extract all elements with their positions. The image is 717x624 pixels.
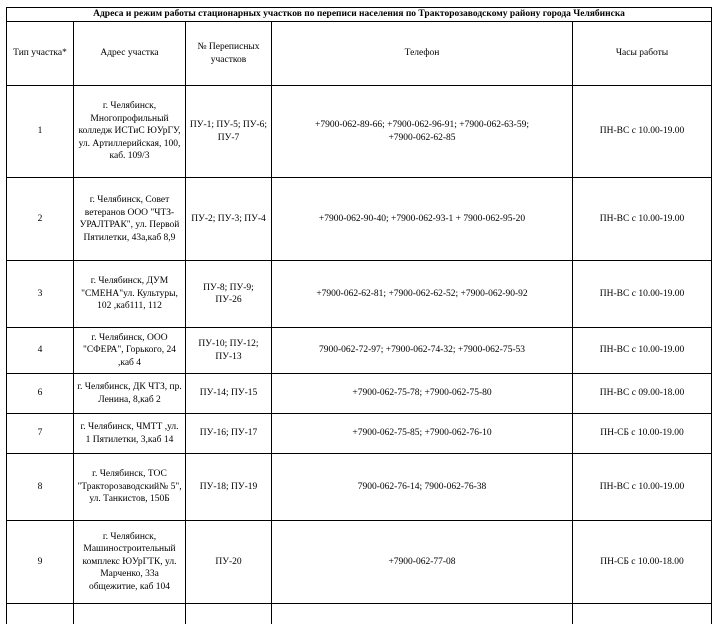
schedule-table: [6, 7, 712, 624]
cell-hours: ПН-ВС с 09.00-18.00: [573, 374, 712, 414]
cell-type: 9: [7, 521, 74, 604]
cell-phone: +7900-062-75-78; +7900-062-75-80: [272, 374, 573, 414]
table-row: [7, 454, 712, 521]
table-row: [7, 178, 712, 261]
table-row: [7, 414, 712, 454]
cell-type: 1: [7, 86, 74, 178]
cell-address: г. Челябинск, Совет ветеранов ООО "ЧТЗ-УРАЛТРАК", ул. Первой Пятилетки, 43а,каб 8,9: [74, 178, 186, 261]
cell-number: ПУ-14; ПУ-15: [186, 374, 272, 414]
table-row: [7, 261, 712, 328]
cell-hours: ПН-СБ с 10.00-18.00: [573, 521, 712, 604]
cell-number: ПУ-20: [186, 521, 272, 604]
cell-number: ПУ-2; ПУ-3; ПУ-4: [186, 178, 272, 261]
header-phone: Телефон: [272, 22, 573, 86]
cell-number: ПУ-16; ПУ-17: [186, 414, 272, 454]
cell-number: ПУ-1; ПУ-5; ПУ-6; ПУ-7: [186, 86, 272, 178]
table-row: [7, 521, 712, 604]
cell-phone: +7900-062-62-81; +7900-062-62-52; +7900-062-90-92: [272, 261, 573, 328]
cell-phone: +7900-062-75-85; +7900-062-76-10: [272, 414, 573, 454]
cell-address: г. Челябинск, Машиностроительный комплекс ЮУрГТК, ул. Марченко, 33а общежитие, каб 104: [74, 521, 186, 604]
header-number: № Переписных участков: [186, 22, 272, 86]
cell-number: ПУ-18; ПУ-19: [186, 454, 272, 521]
table-row-cut: [7, 604, 712, 624]
cell-address: г. Челябинск, ТОС "Тракторозаводский№ 5", ул. Танкистов, 150Б: [74, 454, 186, 521]
cell-address: г. Челябинск, ЧМТТ ,ул. 1 Пятилетки, 3,каб 14: [74, 414, 186, 454]
cell-hours: ПН-СБ с 10.00-19.00: [573, 414, 712, 454]
cell-type: 3: [7, 261, 74, 328]
header-hours: Часы работы: [573, 22, 712, 86]
cell-phone: +7900-062-77-08: [272, 521, 573, 604]
header-address: Адрес участка: [74, 22, 186, 86]
cell-address: г. Челябинск, ДК ЧТЗ, пр. Ленина, 8,каб 2: [74, 374, 186, 414]
cell-hours: ПН-ВС с 10.00-19.00: [573, 454, 712, 521]
cell-address: г. Челябинск, ДУМ "СМЕНА"ул. Культуры, 102 ,каб111, 112: [74, 261, 186, 328]
table-row: [7, 374, 712, 414]
cell-hours: ПН-ВС с 10.00-19.00: [573, 261, 712, 328]
cell-phone: +7900-062-89-66; +7900-062-96-91; +7900-062-63-59; +7900-062-62-85: [272, 86, 573, 178]
cell-type: 4: [7, 328, 74, 374]
header-row: [7, 22, 712, 86]
table-row: [7, 86, 712, 178]
cell-phone: 7900-062-72-97; +7900-062-74-32; +7900-062-75-53: [272, 328, 573, 374]
cell-number: ПУ-10; ПУ-12; ПУ-13: [186, 328, 272, 374]
cell-type: 7: [7, 414, 74, 454]
cell-phone: +7900-062-90-40; +7900-062-93-1 + 7900-062-95-20: [272, 178, 573, 261]
cell-type: 8: [7, 454, 74, 521]
cell-address: г. Челябинск, Многопрофильный колледж ИСТиС ЮУрГУ, ул. Артиллерийская, 100, каб. 109/3: [74, 86, 186, 178]
cell-type: 2: [7, 178, 74, 261]
table-row: [7, 328, 712, 374]
cell-address: г. Челябинск, ООО "СФЕРА", Горького, 24 ,каб 4: [74, 328, 186, 374]
cell-hours: ПН-ВС с 10.00-19.00: [573, 178, 712, 261]
cell-phone: 7900-062-76-14; 7900-062-76-38: [272, 454, 573, 521]
cell-hours: ПН-ВС с 10.00-19.00: [573, 86, 712, 178]
cell-type: 6: [7, 374, 74, 414]
table-title: Адреса и режим работы стационарных участков по переписи населения по Тракторозаводскому району города Челябинска: [7, 8, 712, 22]
header-type: Тип участка*: [7, 22, 74, 86]
cell-number: ПУ-8; ПУ-9; ПУ-26: [186, 261, 272, 328]
cell-hours: ПН-ВС с 10.00-19.00: [573, 328, 712, 374]
